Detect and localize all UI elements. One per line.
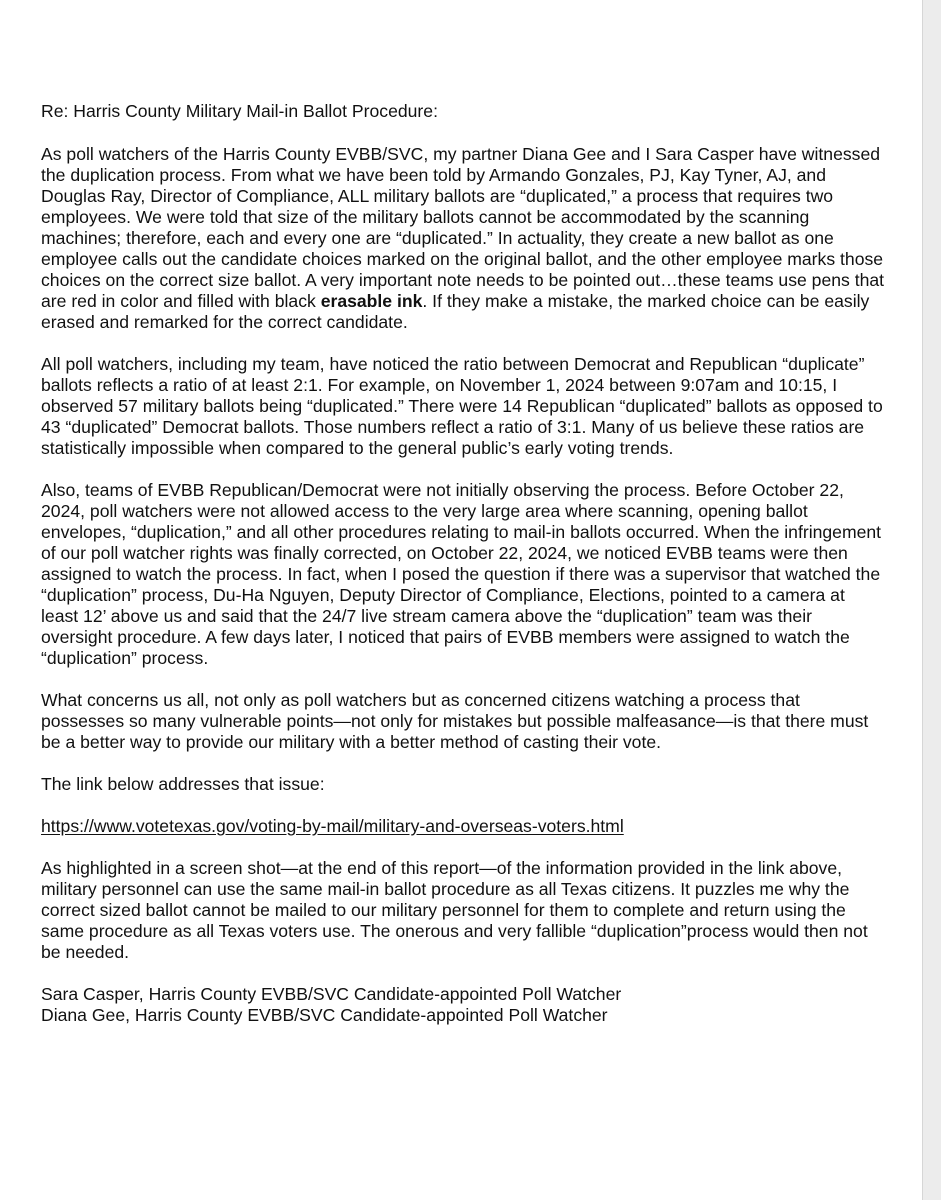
erasable-ink-emphasis: erasable ink xyxy=(320,291,423,311)
signature-sara-casper: Sara Casper, Harris County EVBB/SVC Candidate-appointed Poll Watcher xyxy=(41,984,622,1004)
paragraph-screenshot-note: As highlighted in a screen shot—at the end of this report—of the information provided in the link above, military personnel can use the same mail-in ballot procedure as all Texas citizens. It puzzles me why the correct sized ballot cannot be mailed to our military personnel for them to complete and return using the same procedure as all Texas voters use. The onerous and very fallible “duplication”process would then not be needed. xyxy=(41,858,868,962)
paragraph-link-intro: The link below addresses that issue: xyxy=(41,774,325,794)
paragraph-1-text-end: . If they make a mistake, the marked choice can be easily erased and remarked for the correct candidate. xyxy=(41,291,870,332)
paragraph-observation-access: Also, teams of EVBB Republican/Democrat were not initially observing the process. Before October 22, 2024, poll watchers were not allowed access to the very large area where scanning, opening ballot envelopes, “duplication,” and all other procedures relating to mail-in ballots occurred. When the infringement of our poll watcher rights was finally corrected, on October 22, 2024, we noticed EVBB teams were then assigned to watch the process. In fact, when I posed the question if there was a supervisor that watched the “duplication” process, Du-Ha Nguyen, Deputy Director of Compliance, Elections, pointed to a camera at least 12’ above us and said that the 24/7 live stream camera above the “duplication” team was their oversight procedure. A few days later, I noticed that pairs of EVBB members were assigned to watch the “duplication” process. xyxy=(41,480,882,668)
paragraph-ballot-ratio: All poll watchers, including my team, have noticed the ratio between Democrat and Republican “duplicate” ballots reflects a ratio of at least 2:1. For example, on November 1, 2024 between 9:07am and 10:15, I observed 57 military ballots being “duplicated.” There were 14 Republican “duplicated” ballots as opposed to 43 “duplicated” Democrat ballots. Those numbers reflect a ratio of 3:1. Many of us believe these ratios are statistically impossible when compared to the general public’s early voting trends. xyxy=(41,354,883,458)
link-paragraph xyxy=(41,816,886,837)
signature-diana-gee: Diana Gee, Harris County EVBB/SVC Candidate-appointed Poll Watcher xyxy=(41,1005,608,1025)
letter-body xyxy=(41,101,886,1026)
paragraph-1-text: As poll watchers of the Harris County EVBB/SVC, my partner Diana Gee and I Sara Casper have witnessed the duplication process. From what we have been told by Armando Gonzales, PJ, Kay Tyner, AJ, and Douglas Ray, Director of Compliance, ALL military ballots are “duplicated,” a process that requires two employees. We were told that size of the military ballots cannot be accommodated by the scanning machines; therefore, each and every one are “duplicated.” In actuality, they create a new ballot as one employee calls out the candidate choices marked on the original ballot, and the other employee marks those choices on the correct size ballot. A very important note needs to be pointed out…these teams use pens that are red in color and filled with black xyxy=(41,144,885,311)
paragraph-duplication-process xyxy=(41,144,886,333)
subject-line: Re: Harris County Military Mail-in Ballot Procedure: xyxy=(41,101,438,121)
paragraph-concerns: What concerns us all, not only as poll watchers but as concerned citizens watching a process that possesses so many vulnerable points—not only for mistakes but possible malfeasance—is that there must be a better way to provide our military with a better method of casting their vote. xyxy=(41,690,869,752)
votetexas-link[interactable]: https://www.votetexas.gov/voting-by-mail/military-and-overseas-voters.html xyxy=(41,816,624,836)
signature-block xyxy=(41,984,886,1026)
